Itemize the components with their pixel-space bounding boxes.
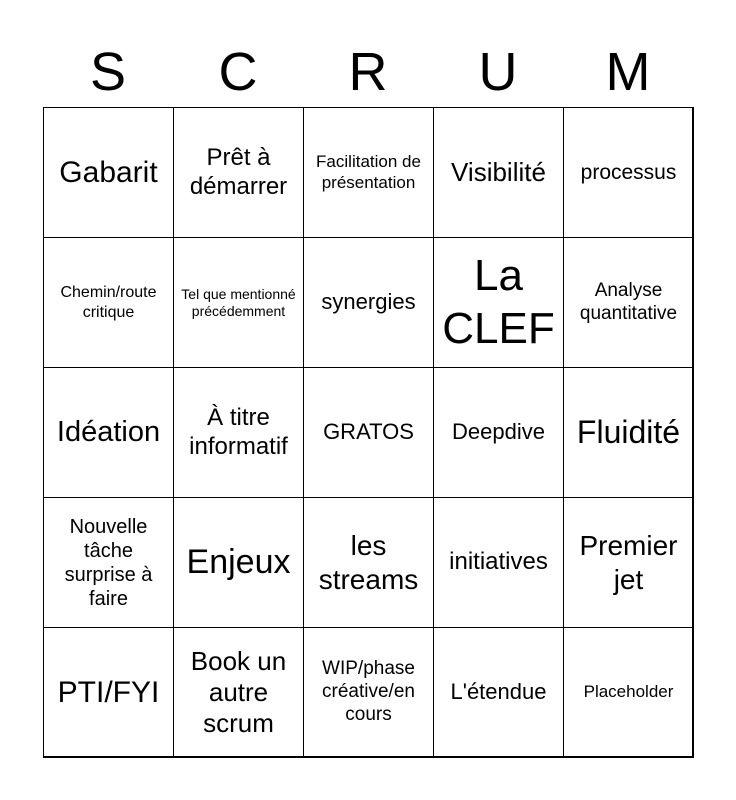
header-letter: R	[348, 42, 388, 102]
bingo-cell[interactable]: Premier jet	[563, 497, 694, 628]
bingo-cell[interactable]: Fluidité	[563, 367, 694, 498]
bingo-cell[interactable]: Facilitation de présentation	[303, 107, 434, 238]
bingo-cell[interactable]: L'étendue	[433, 627, 564, 758]
bingo-cell[interactable]: Visibilité	[433, 107, 564, 238]
bingo-cell[interactable]: GRATOS	[303, 367, 434, 498]
header-letter: U	[478, 42, 518, 102]
header-letter: C	[218, 42, 258, 102]
bingo-cell[interactable]: Gabarit	[43, 107, 174, 238]
bingo-cell[interactable]: Prêt à démarrer	[173, 107, 304, 238]
bingo-cell[interactable]: processus	[563, 107, 694, 238]
bingo-cell[interactable]: Book un autre scrum	[173, 627, 304, 758]
bingo-cell[interactable]: Enjeux	[173, 497, 304, 628]
bingo-cell[interactable]: initiatives	[433, 497, 564, 628]
bingo-cell[interactable]: Chemin/route critique	[43, 237, 174, 368]
header-letter: S	[89, 42, 127, 102]
bingo-grid	[43, 107, 693, 757]
bingo-cell[interactable]: WIP/phase créative/en cours	[303, 627, 434, 758]
bingo-cell[interactable]: Idéation	[43, 367, 174, 498]
bingo-cell[interactable]: À titre informatif	[173, 367, 304, 498]
bingo-cell[interactable]: Nouvelle tâche surprise à faire	[43, 497, 174, 628]
bingo-header	[43, 40, 693, 104]
bingo-cell[interactable]: Analyse quantitative	[563, 237, 694, 368]
bingo-cell[interactable]: Deepdive	[433, 367, 564, 498]
bingo-cell[interactable]: La CLEF	[433, 237, 564, 368]
bingo-cell[interactable]: synergies	[303, 237, 434, 368]
bingo-cell[interactable]: les streams	[303, 497, 434, 628]
bingo-cell[interactable]: Placeholder	[563, 627, 694, 758]
header-letter: M	[605, 42, 651, 102]
bingo-cell[interactable]: PTI/FYI	[43, 627, 174, 758]
bingo-cell[interactable]: Tel que mentionné précédemment	[173, 237, 304, 368]
